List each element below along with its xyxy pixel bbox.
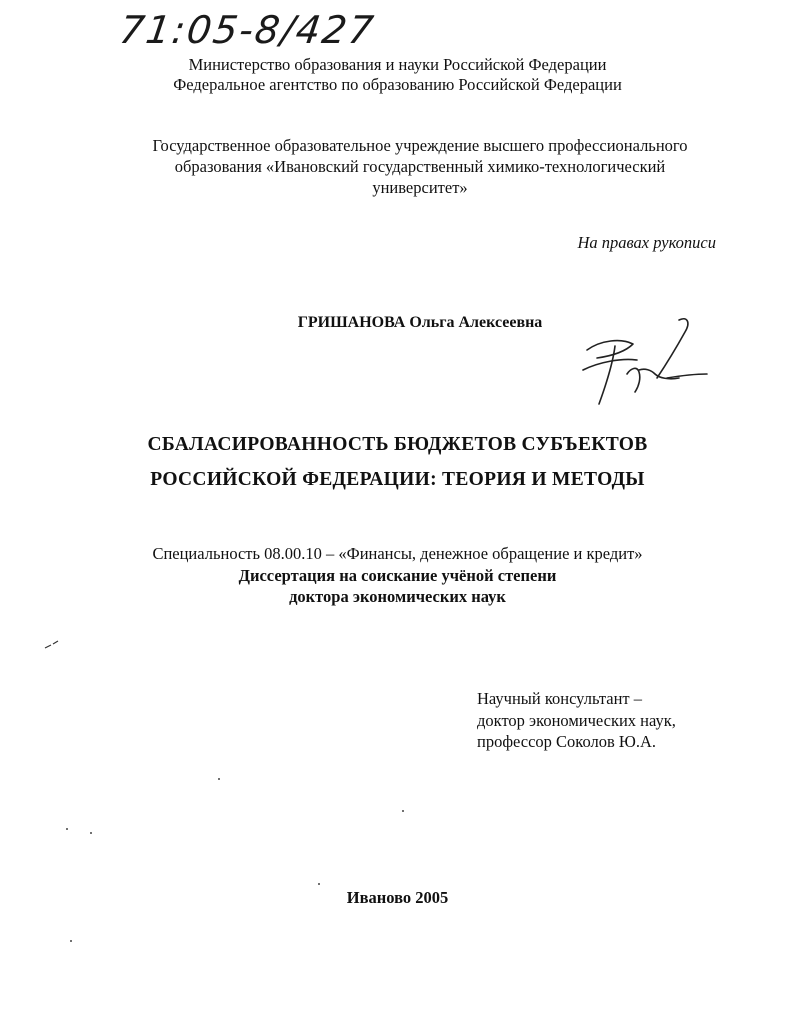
catalog-number: 71:05-8/427 [116, 8, 378, 52]
dissertation-line-1: Диссертация на соискание учёной степени [238, 566, 557, 585]
author-name: ГРИШАНОВА Ольга Алексеевна [297, 314, 543, 331]
title-line-2: РОССИЙСКОЙ ФЕДЕРАЦИИ: ТЕОРИЯ И МЕТОДЫ [150, 469, 645, 490]
scan-speck [66, 828, 68, 830]
manuscript-note: На правах рукописи [577, 233, 716, 252]
specialty-line: Специальность 08.00.10 – «Финансы, денежное обращение и кредит» [152, 544, 643, 563]
scan-speck [90, 832, 92, 834]
institution-line-1: Государственное образовательное учреждение высшего профессионального [152, 136, 688, 155]
dissertation-line-2: доктора экономических наук [289, 587, 506, 606]
consultant-block [477, 688, 676, 753]
scan-mark [44, 640, 60, 650]
consultant-line-3: профессор Соколов Ю.А. [477, 732, 657, 751]
scan-speck [218, 778, 220, 780]
scan-speck [70, 940, 72, 942]
scan-speck [318, 883, 320, 885]
agency-line: Федеральное агентство по образованию Российской Федерации [173, 75, 622, 94]
consultant-line-2: доктор экономических наук, [477, 710, 676, 730]
institution-block [120, 135, 720, 198]
institution-line-3: университет» [372, 178, 468, 197]
ministry-line: Министерство образования и науки Российской Федерации [188, 55, 607, 74]
city-year: Иваново 2005 [346, 888, 449, 907]
title-line-1: СБАЛАСИРОВАННОСТЬ БЮДЖЕТОВ СУБЪЕКТОВ [147, 434, 648, 455]
scan-speck [402, 810, 404, 812]
signature [575, 312, 715, 412]
institution-line-2: образования «Ивановский государственный химико-технологический [174, 157, 666, 176]
consultant-line-1: Научный консультант – [477, 689, 642, 708]
